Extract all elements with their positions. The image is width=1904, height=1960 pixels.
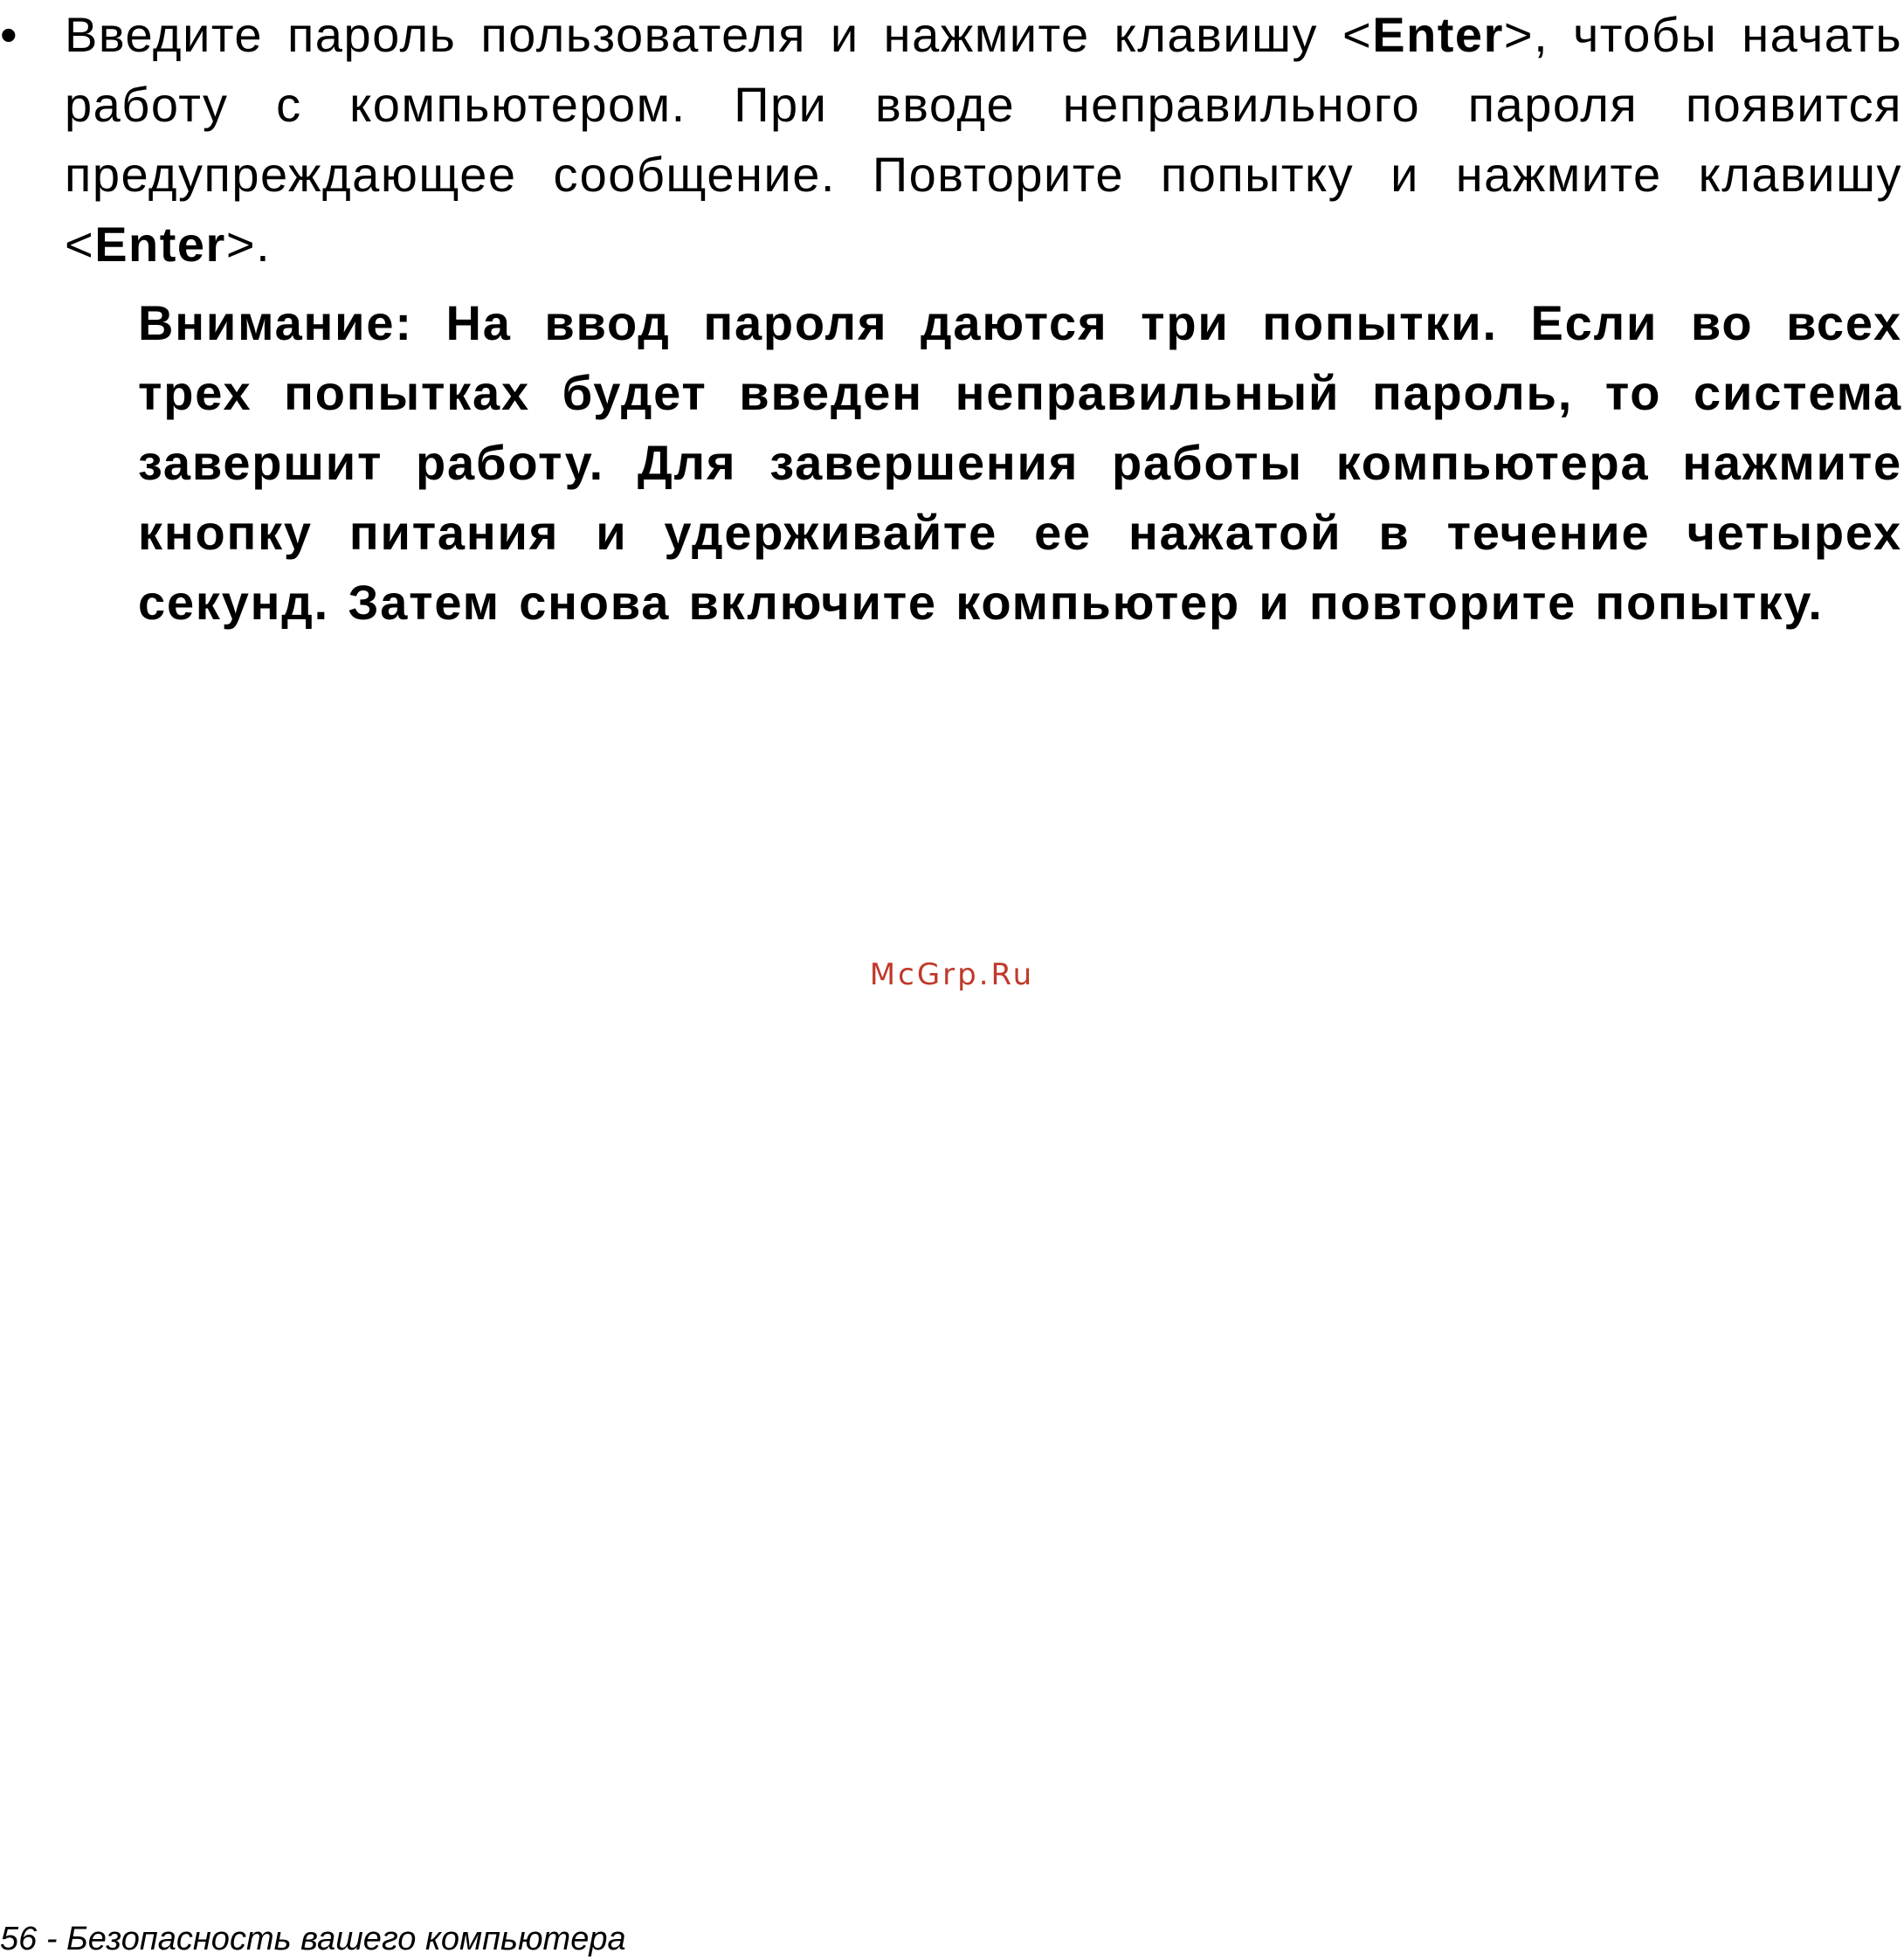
bullet-marker: • bbox=[0, 7, 17, 62]
bullet-text-part3: >. bbox=[225, 217, 272, 272]
enter-key-label-2: Enter bbox=[94, 217, 226, 272]
watermark: McGrp.Ru bbox=[869, 957, 1035, 992]
bullet-text-part2: >, чтобы начать работу с компьютером. При вводе неправильного пароля появится предупреждающее сообщение. Повторите попытку и нажмите клавишу < bbox=[65, 7, 1902, 272]
bullet-text-part1: Введите пароль пользователя и нажмите клавишу < bbox=[65, 7, 1373, 62]
page-footer: 56 - Безопасность вашего компьютера bbox=[0, 1921, 626, 1957]
enter-key-label-1: Enter bbox=[1372, 7, 1504, 62]
bullet-paragraph bbox=[65, 0, 1902, 280]
warning-note: Внимание: На ввод пароля даются три попытки. Если во всех трех попытках будет введен неправильный пароль, то система завершит работу. Для завершения работы компьютера нажмите кнопку питания и удерживайте ее нажатой в течение четырех секунд. Затем снова включите компьютер и повторите попытку. bbox=[138, 295, 1902, 630]
